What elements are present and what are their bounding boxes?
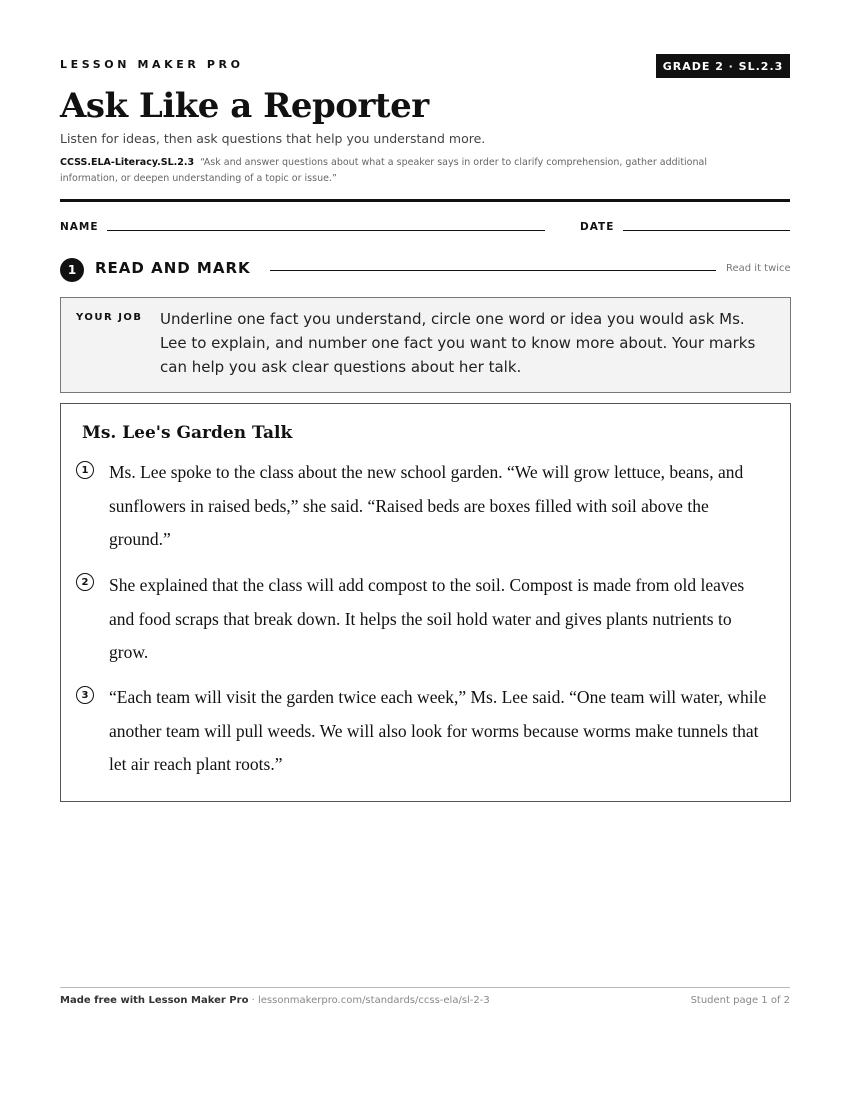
standard-text: “Ask and answer questions about what a speaker says in order to clarify comprehension, gather additional information, or deepen understanding of a topic or issue.” <box>60 157 707 184</box>
paragraph-text-3: “Each team will visit the garden twice each week,” Ms. Lee said. “One team will water, while another team will pull weeds. We will also look for worms because worms make tunnels that let air reach plant roots.” <box>109 687 767 774</box>
name-write-line[interactable] <box>107 230 545 231</box>
name-label: NAME <box>60 221 99 233</box>
date-write-line[interactable] <box>623 230 790 231</box>
footer-made-with: Made free with Lesson Maker Pro <box>60 995 249 1006</box>
paragraph-number-2: 2 <box>76 573 94 591</box>
standard-citation <box>60 155 760 187</box>
brand-name: LESSON MAKER PRO <box>60 58 244 71</box>
header-divider <box>60 199 790 202</box>
paragraph-text-2: She explained that the class will add compost to the soil. Compost is made from old leaves and food scraps that break down. It helps the soil hold water and gives plants nutrients to grow. <box>109 575 745 662</box>
section-divider <box>270 270 716 271</box>
your-job-text: Underline one fact you understand, circle one word or idea you would ask Ms. Lee to explain, and number one fact you want to know more about. Your marks can help you ask clear questions about her talk. <box>160 310 756 376</box>
passage-box <box>60 403 791 802</box>
page-title: Ask Like a Reporter <box>60 86 429 126</box>
page-subtitle: Listen for ideas, then ask questions that help you understand more. <box>60 131 486 146</box>
your-job-box <box>60 297 791 393</box>
standard-code: CCSS.ELA-Literacy.SL.2.3 <box>60 157 195 168</box>
section-note: Read it twice <box>726 263 791 274</box>
paragraph-number-3: 3 <box>76 686 94 704</box>
footer-page-number: Student page 1 of 2 <box>690 995 790 1006</box>
section-number-badge: 1 <box>60 258 84 282</box>
grade-badge: GRADE 2 · SL.2.3 <box>656 54 790 78</box>
passage-title: Ms. Lee's Garden Talk <box>82 423 293 443</box>
your-job-label: YOUR JOB <box>76 312 143 323</box>
paragraph-text-1: Ms. Lee spoke to the class about the new school garden. “We will grow lettuce, beans, and sunflowers in raised beds,” she said. “Raised beds are boxes filled with soil above the ground.” <box>109 462 744 549</box>
section-title: READ AND MARK <box>95 259 251 277</box>
footer-credit <box>60 995 490 1006</box>
paragraph-number-1: 1 <box>76 461 94 479</box>
footer-url[interactable]: · lessonmakerpro.com/standards/ccss-ela/sl-2-3 <box>248 995 490 1006</box>
footer-divider <box>60 987 790 988</box>
date-label: DATE <box>580 221 615 233</box>
